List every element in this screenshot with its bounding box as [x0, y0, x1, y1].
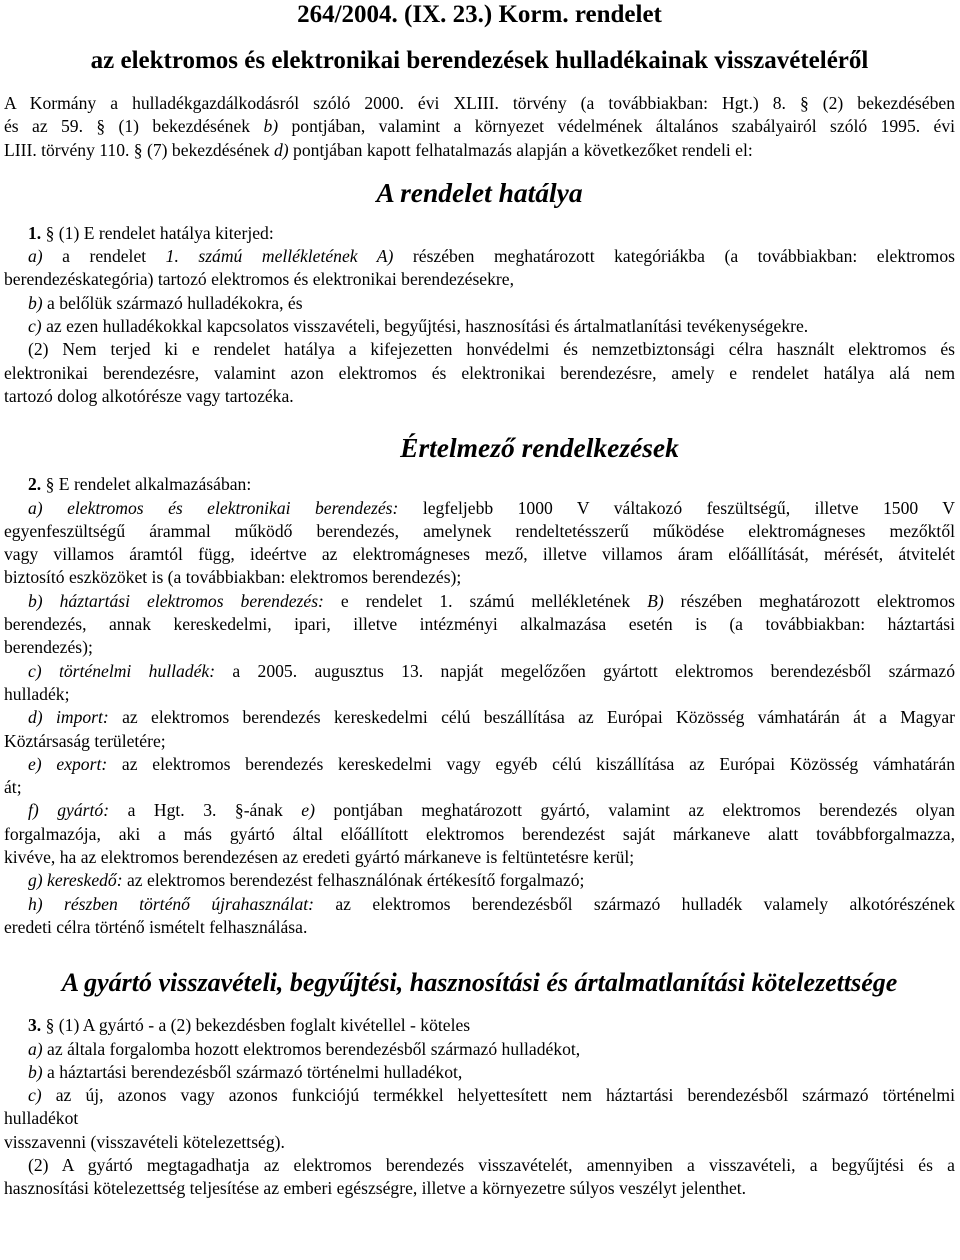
point-text: a háztartási berendezésből származó történelmi hulladékot, — [42, 1061, 463, 1082]
point-1a — [4, 245, 955, 268]
definition-text: e rendelet 1. számú mellékletének — [323, 590, 648, 611]
point-3c-l3: visszavenni (visszavételi kötelezettség). — [4, 1131, 285, 1152]
point-3c — [4, 1084, 955, 1107]
definition-text: az elektromos berendezésből származó hulladék valamely alkotórészének — [313, 893, 955, 914]
preamble-text: pontjában, valamint a környezet védelmének általános szabályairól szóló 1995. évi — [278, 116, 956, 137]
paragraph-text: § E rendelet alkalmazásában: — [41, 474, 252, 495]
point-label: c) — [28, 1085, 42, 1106]
point-label: c) — [28, 316, 42, 337]
definition-f-l3: kivéve, ha az elektromos berendezésen az eredeti gyártó márkaneve is feltüntetésre kerül; — [4, 847, 635, 868]
paragraph-number: 2. — [28, 474, 42, 495]
point-label: a) — [28, 1038, 43, 1059]
section-2-body — [4, 473, 955, 939]
definition-text: pontjában meghatározott gyártó, valamint az elektromos berendezés olyan — [314, 800, 955, 821]
definition-term: g) kereskedő: — [28, 870, 123, 891]
annex-ref: B) — [647, 590, 664, 611]
point-1a-cont: berendezéskategória) tartozó elektromos és elektronikai berendezésekre, — [4, 269, 514, 290]
preamble-line-1: A Kormány a hulladékgazdálkodásról szóló 2000. évi XLIII. törvény (a továbbiakban: Hgt.) 8. § (2) bekezdésében — [4, 93, 955, 113]
paragraph-3-2-l2: hasznosítási kötelezettség teljesítése az emberi egészségre, illetve a környezetre súlyos veszélyt jelenthet. — [4, 1178, 747, 1199]
preamble — [4, 92, 955, 162]
preamble-text: és az 59. § (1) bekezdésének — [4, 116, 264, 137]
point-text: az általa forgalomba hozott elektromos berendezésből származó hulladékot, — [42, 1038, 581, 1059]
definition-text: részében meghatározott elektromos — [663, 590, 955, 611]
definition-text: legfeljebb 1000 V váltakozó feszültségű, illetve 1500 V — [398, 497, 955, 518]
section-heading-definitions: Értelmező rendelkezések — [400, 432, 679, 464]
definition-a — [4, 497, 955, 520]
definition-text: az elektromos berendezést felhasználónak értékesítő forgalmazó; — [122, 870, 585, 891]
definition-term: a) elektromos és elektronikai berendezés: — [28, 497, 399, 518]
point-1b — [4, 292, 955, 315]
point-ref: d) — [274, 139, 289, 160]
point-1c — [4, 315, 955, 338]
paragraph-1-1 — [4, 222, 955, 245]
point-3b — [4, 1061, 955, 1084]
point-text: részében meghatározott kategóriákba (a továbbiakban: elektromos — [393, 246, 955, 267]
point-text: az új, azonos vagy azonos funkciójú termékkel helyettesített nem háztartási berendezésből származó történelmi — [41, 1085, 955, 1106]
section-heading-scope: A rendelet hatálya — [376, 176, 583, 208]
title-line-1: 264/2004. (IX. 23.) Korm. rendelet — [297, 1, 662, 28]
definition-h — [4, 893, 955, 916]
point-text: a belőlük származó hulladékokra, és — [42, 292, 303, 313]
annex-ref: 1. számú mellékletének A) — [165, 246, 394, 267]
definition-d — [4, 706, 955, 729]
paragraph-3-2-l1: (2) A gyártó megtagadhatja az elektromos berendezés visszavételét, amennyiben a visszavételi, a begyűjtési és a — [28, 1154, 955, 1175]
definition-term: e) export: — [28, 753, 108, 774]
section-1-body — [4, 222, 955, 408]
point-3c-l2: hulladékot — [4, 1108, 79, 1129]
definition-g — [4, 869, 955, 892]
paragraph-1-2-l2: elektronikai berendezésre, valamint azon elektromos és elektronikai berendezésre, amely e rendelet hatálya alá nem — [4, 362, 955, 383]
definition-e-l2: át; — [4, 777, 22, 798]
definition-a-l4: biztosító eszközöket is (a továbbiakban: elektromos berendezés); — [4, 567, 462, 588]
preamble-line-2 — [4, 115, 955, 138]
definition-term: d) import: — [28, 707, 109, 728]
definition-b-l3: berendezés); — [4, 637, 93, 658]
point-ref: b) — [263, 116, 279, 137]
definition-term: b) háztartási elektromos berendezés: — [28, 590, 324, 611]
paragraph-text: § (1) A gyártó - a (2) bekezdésben foglalt kivétellel - köteles — [41, 1015, 471, 1036]
preamble-text: pontjában kapott felhatalmazás alapján a következőket rendeli el: — [288, 139, 753, 160]
section-3-body — [4, 1014, 955, 1200]
point-text: az ezen hulladékokkal kapcsolatos visszavételi, begyűjtési, hasznosítási és ártalmatlanítási tevékenységekre. — [41, 316, 809, 337]
preamble-text: LIII. törvény 110. § (7) bekezdésének — [4, 139, 274, 160]
definition-term: f) gyártó: — [28, 800, 110, 821]
definition-c-l2: hulladék; — [4, 683, 70, 704]
point-label: a) — [28, 246, 43, 267]
definition-text: az elektromos berendezés kereskedelmi célú beszállítása az Európai Közösség vámhatárán át a Magyar — [108, 707, 956, 728]
definition-h-l2: eredeti célra történő ismételt felhasználása. — [4, 916, 308, 937]
definition-term: c) történelmi hulladék: — [28, 660, 216, 681]
point-ref: e) — [301, 800, 315, 821]
definition-text: a Hgt. 3. §-ának — [109, 800, 302, 821]
title-line-2: az elektromos és elektronikai berendezések hulladékainak visszavételéről — [90, 47, 869, 74]
definition-text: a 2005. augusztus 13. napját megelőzően gyártott elektromos berendezésből származó — [215, 660, 955, 681]
paragraph-number: 1. — [28, 222, 42, 243]
paragraph-number: 3. — [28, 1015, 42, 1036]
point-3a — [4, 1038, 955, 1061]
point-label: b) — [28, 292, 43, 313]
definition-b — [4, 590, 955, 613]
definition-a-l3: vagy villamos áramtól függ, ideértve az elektromágneses mező, illetve villamos áram előállítását, mérését, átvitelét — [4, 544, 955, 565]
definition-d-l2: Köztársaság területére; — [4, 730, 166, 751]
point-text: a rendelet — [42, 246, 166, 267]
definition-e — [4, 753, 955, 776]
paragraph-1-2-l3: tartozó dolog alkotórésze vagy tartozéka. — [4, 385, 294, 406]
definition-term: h) részben történő újrahasználat: — [28, 893, 314, 914]
definition-b-l2: berendezés, annak kereskedelmi, ipari, illetve intézményi alkalmazása esetén is (a továbbiakban: háztartási — [4, 614, 955, 635]
definition-text: az elektromos berendezés kereskedelmi vagy egyéb célú kiszállítása az Európai Közösség vámhatárán — [107, 753, 956, 774]
section-heading-obligations: A gyártó visszavételi, begyűjtési, hasznosítási és ártalmatlanítási kötelezettsége — [61, 968, 898, 998]
paragraph-text: § (1) E rendelet hatálya kiterjed: — [41, 222, 274, 243]
definition-a-l2: egyenfeszültségű árammal működő berendezés, amelynek rendeltetésszerű működése elektromágneses mezőktől — [4, 520, 955, 541]
definition-f-l2: forgalmazója, aki a más gyártó által előállított elektromos berendezést saját márkaneve alatt továbbforgalmazza, — [4, 823, 955, 844]
paragraph-2 — [4, 473, 955, 496]
definition-f — [4, 799, 955, 822]
definition-c — [4, 660, 955, 683]
paragraph-3-1 — [4, 1014, 955, 1037]
paragraph-1-2-l1: (2) Nem terjed ki e rendelet hatálya a kifejezetten honvédelmi és nemzetbiztonsági célra használt elektromos és — [28, 339, 955, 360]
point-label: b) — [28, 1061, 43, 1082]
preamble-line-3 — [4, 139, 955, 162]
